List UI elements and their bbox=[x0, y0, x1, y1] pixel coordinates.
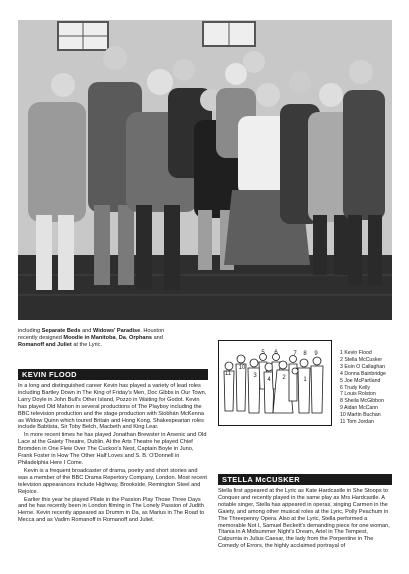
intro-title-moodie: Moodie in Manitoba bbox=[63, 335, 116, 341]
diagram-number: 1 bbox=[303, 377, 307, 383]
key-list-item: 3 Eoin O Callaghan bbox=[340, 363, 385, 370]
diagram-number: 5 bbox=[261, 350, 265, 356]
diagram-number: 4 bbox=[267, 377, 271, 383]
diagram-number: 9 bbox=[314, 351, 318, 357]
diagram-number: 7 bbox=[293, 351, 297, 357]
intro-line2-post: and bbox=[152, 335, 163, 341]
key-list-item: 4 Donna Bainbridge bbox=[340, 370, 386, 377]
cast-photograph-drawing bbox=[18, 20, 392, 320]
cast-key-diagram bbox=[218, 340, 332, 426]
cast-key-list bbox=[340, 350, 400, 426]
intro-line2-pre: recently designed bbox=[18, 335, 64, 341]
kevin-flood-heading: KEVIN FLOOD bbox=[18, 369, 208, 380]
kevin-flood-biography bbox=[18, 383, 208, 525]
key-list-item: 2 Stella McCusker bbox=[340, 356, 383, 363]
intro-line2-mid: , bbox=[115, 335, 119, 341]
intro-line1-post: . Houston bbox=[140, 328, 165, 334]
stella-mccusker-heading: STELLA McCUSKER bbox=[218, 474, 392, 485]
intro-line3-post: at the Lyric. bbox=[71, 342, 103, 348]
kevin-paragraph: In more recent times he has played Jonathan Brewster in Arsenic and Old Lace at the Gaiety Theatre, Dublin. At the Arts Theatre he played Chief Bromden in One Flew Over The Cuckoo's Nest, Captain Boyle in Juno, Frank Foster in How The Other Half Loves and S. B. O'Donnell in Philadelphia Here I Come. bbox=[18, 432, 207, 466]
stella-paragraph: Stella first appeared at the Lyric as Kate Hardcastle in She Stoops to Conquer and recently played in the same play as Mrs Hardcastle. A notable singer, Stella has appeared in operas, singing Carmen in the Gaiety, and among other musical roles at the Lyric, Polly Peachum in The Threepenny Opera. Also at the Lyric, Stella performed a memorable Not I, Samuel Beckett's demanding piece for one woman, Titania in A Midsummer Night's Dream, Ariel in The Tempest, Calpurnia in Julius Caesar, the lady from the Porpentine in The Comedy of Errors, the highly acclaimed portrayal of bbox=[218, 488, 390, 550]
diagram-number: 10 bbox=[238, 365, 246, 371]
key-list-item: 7 Louis Rolston bbox=[340, 391, 376, 398]
intro-title-separate-beds: Separate Beds bbox=[41, 328, 81, 334]
kevin-paragraph: Kevin is a frequent broadcaster of drama, poetry and short stories and was a member of the BBC Drama Repertory Company, London. Most recent television appearances include Highway, Brookside, Remington Steel and Rejoice. bbox=[18, 467, 207, 495]
diagram-number: 2 bbox=[282, 375, 286, 381]
intro-text bbox=[18, 328, 208, 349]
kevin-paragraph: In a long and distinguished career Kevin has played a variety of lead roles including Bartley Down in The King of Friday's Men, Doc Gibbs in Our Town, Larry Doyle in John Bull's Other Island, Pozzo in Waiting for Godot. Kevin has played Old Mahon in several productions of The Playboy including the BBC television production and the stage production with Siobhán McKenna as Widow Quinn which toured Britain and Hong Kong. Shakespearian roles include Babtista, Sir Toby Belch, Macbeth and King Lear. bbox=[18, 383, 207, 431]
key-list-item: 5 Joe McPartland bbox=[340, 377, 381, 384]
kevin-paragraph: Earlier this year he played Pilate in the Passion Play Those Three Days and he has recently been in London filming in The Lonely Passion of Judith Herne. Kevin recently appeared as Drumm in Da, as Marius in The Road to Mecca and as Vadim Romanoff in Romanoff and Juliet. bbox=[18, 496, 205, 524]
intro-line1-mid: and bbox=[80, 328, 93, 334]
diagram-number: 3 bbox=[253, 373, 257, 379]
key-list-item: 8 Sheila McGibbon bbox=[340, 398, 384, 405]
intro-title-orphans: Orphans bbox=[129, 335, 153, 341]
stella-mccusker-biography bbox=[218, 488, 392, 551]
diagram-number: 6 bbox=[274, 350, 278, 356]
intro-line1-pre: including bbox=[18, 328, 42, 334]
diagram-number: 8 bbox=[303, 351, 307, 357]
key-list-item: 1 Kevin Flood bbox=[340, 350, 372, 356]
diagram-number: 11 bbox=[224, 371, 232, 377]
key-list-item: 6 Trudy Kelly bbox=[340, 384, 370, 391]
key-list-item: 10 Martin Buchan bbox=[340, 412, 381, 419]
cast-photograph bbox=[18, 20, 392, 320]
intro-title-romanoff: Romanoff and Juliet bbox=[18, 342, 72, 348]
intro-line2-mid2: , bbox=[125, 335, 129, 341]
intro-title-widows-paradise: Widows' Paradise bbox=[92, 328, 141, 334]
intro-title-da: Da bbox=[118, 335, 126, 341]
key-list-item: 9 Aidan McCann bbox=[340, 405, 379, 412]
cast-key-silhouettes bbox=[219, 341, 331, 425]
key-list-item: 11 Tom Jordan bbox=[340, 419, 374, 426]
